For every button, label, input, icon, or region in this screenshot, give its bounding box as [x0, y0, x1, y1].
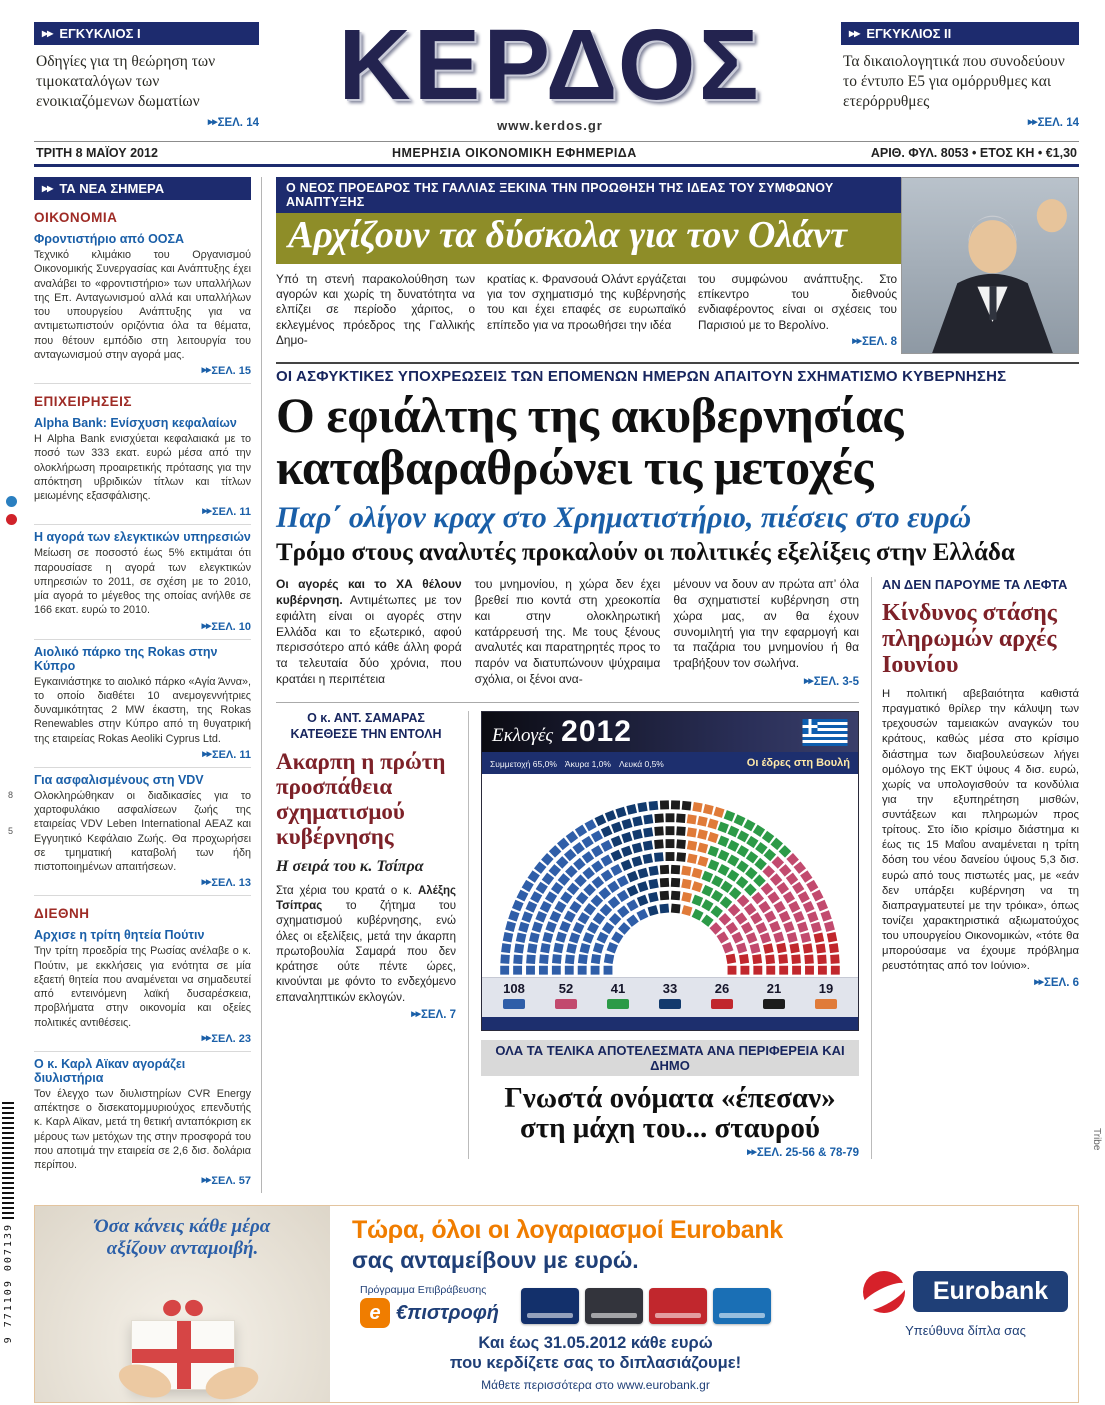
production-credit: Tribe	[1091, 1128, 1102, 1151]
page-reference: ▶▶ ΣΕΛ. 15	[34, 365, 251, 377]
section-heading-international: ΔΙΕΘΝΗ	[34, 906, 90, 922]
main-content	[276, 177, 1079, 1193]
eurobank-logo-icon	[863, 1271, 905, 1313]
circular-box-left	[34, 14, 259, 129]
samaras-story	[276, 711, 456, 1159]
party-logo-icon	[555, 999, 577, 1009]
registration-mark-icon	[6, 496, 17, 507]
payments-kicker: ΑΝ ΔΕΝ ΠΑΡΟΥΜΕ ΤΑ ΛΕΦΤΑ	[882, 577, 1068, 593]
eurobank-wordmark: Eurobank	[913, 1271, 1068, 1312]
election-subheader	[482, 752, 858, 774]
seat-count-cell: 19	[800, 981, 852, 1014]
samaras-headline: Ακαρπη η πρώτη προσπάθεια σχηματισμού κυβέρνησης	[276, 749, 446, 849]
program-label: Πρόγραμμα Επιβράβευσης	[360, 1284, 487, 1297]
sidebar-item: Για ασφαλισμένους στη VDV Ολοκληρώθηκαν οι διαδικασίες για το χαρτοφυλάκιο ασφαλίσεων ζωής της εταιρείας VDV Leben International ΑΕΑΖ και Εγγυητικό Κεφάλαιο Ζωής. Θα προχωρήσει σε τμηματική καταβολή των ήδη πιστοποιημένων απαιτήσεων. ▶▶ ΣΕΛ. 13	[34, 768, 251, 897]
page-reference: ▶▶ ΣΕΛ. 11	[34, 506, 251, 518]
eurobank-slogan: Υπεύθυνα δίπλα σας	[905, 1322, 1026, 1338]
circular-right-title: ΕΓΚΥΚΛΙΟΣ ΙΙ	[866, 26, 952, 41]
circular-left-titlebar	[34, 22, 259, 45]
issn-barcode	[2, 1099, 14, 1343]
bank-cards-icons	[521, 1288, 771, 1324]
hollande-kicker: Ο ΝΕΟΣ ΠΡΟΕΔΡΟΣ ΤΗΣ ΓΑΛΛΙΑΣ ΞΕΚΙΝΑ ΤΗΝ ΠΡΟΩΘΗΣΗ ΤΗΣ ΙΔΕΑΣ ΤΟΥ ΣΥΜΦΩΝΟΥ ΑΝΑΠΤΥΞΗΣ	[276, 177, 901, 213]
ad-bold-line-1: Και έως 31.05.2012 κάθε ευρώ	[478, 1334, 713, 1353]
greek-flag-icon	[802, 719, 848, 746]
page-reference: ▶▶ ΣΕΛ. 13	[34, 877, 251, 889]
double-arrow-icon: ▶▶	[42, 184, 53, 193]
lead-deck-secondary: Τρόμο στους αναλυτές προκαλούν οι πολιτικές εξελίξεις στην Ελλάδα	[276, 539, 1015, 567]
page-reference: ▶▶ ΣΕΛ. 14	[34, 117, 259, 129]
party-logo-icon	[659, 999, 681, 1009]
lead-kicker: ΟΙ ΑΣΦΥΚΤΙΚΕΣ ΥΠΟΧΡΕΩΣΕΙΣ ΤΩΝ ΕΠΟΜΕΝΩΝ ΗΜΕΡΩΝ ΑΠΑΙΤΟΥΝ ΣΧΗΜΑΤΙΣΜΟ ΚΥΒΕΡΝΗΣΗΣ	[276, 368, 1007, 386]
gift-photo	[35, 1206, 330, 1402]
masthead-block	[269, 9, 831, 133]
paper-tagline: ΗΜΕΡΗΣΙΑ ΟΙΚΟΝΟΜΙΚΗ ΕΦΗΜΕΡΙΔΑ	[391, 146, 637, 160]
samaras-kicker: Ο κ. ΑΝΤ. ΣΑΜΑΡΑΣ ΚΑΤΕΘΕΣΕ ΤΗΝ ΕΝΤΟΛΗ	[290, 711, 442, 741]
barcode-number: 9 771109 007139	[2, 1222, 14, 1343]
press-mark-digit: 8	[8, 790, 14, 800]
website-url: www.kerdos.gr	[497, 118, 603, 133]
epistrofi-icon	[360, 1298, 390, 1328]
page-reference: ▶▶ ΣΕΛ. 57	[34, 1175, 251, 1187]
sidebar-title: ΤΑ ΝΕΑ ΣΗΜΕΡΑ	[59, 181, 165, 196]
page-reference: ▶▶ ΣΕΛ. 23	[34, 1033, 251, 1045]
epistrofi-logo-text: €πιστροφή	[396, 1301, 499, 1324]
election-footer-strip	[482, 1017, 858, 1030]
card-icon	[585, 1288, 643, 1324]
seat-count-cell: 41	[592, 981, 644, 1014]
circular-right-titlebar	[841, 22, 1079, 45]
seat-count-cell: 21	[748, 981, 800, 1014]
circular-left-text: Οδηγίες για τη θεώρηση των τιμοκαταλόγων των ενοικιαζόμενων δωματίων	[36, 53, 216, 111]
lead-story	[276, 362, 1079, 1159]
ad-main-copy	[330, 1206, 853, 1402]
page-reference: ▶▶ ΣΕΛ. 7	[276, 1009, 456, 1021]
lead-body: Οι αγορές και το ΧΑ θέλουν κυβέρνηση. Αντιμέτωπες με τον εφιάλτη είναι οι αγορές στην Ελλάδα και το εξωτερικό, αφού περισσότερο από κάθε άλλη φορά τα τελευταία δύο χρόνια, που κρατάει η περιπέτεια του μνημονίου, η χώρα δεν έχει βρεθεί πιο κοντά στη χρεοκοπία και στην ολοκληρωτική κατάρρευσή της. Με τους ξένους αναλυτές και παρατηρητές προς το παρόν να διατυπώνουν ψύχραιμα σχόλια, οι ξένοι ανα- μένουν να δουν αν πρώτα απ’ όλα θα σχηματιστεί κυβέρνηση στη χώρα μας, αν θα έχουν συνομιλητή για την εφαρμογή και τα παζάρια του μνημονίου ή θα τραβήξουν τον σωλήνα. ▶▶ ΣΕΛ. 3-5	[276, 577, 859, 690]
sidebar-item: Alpha Bank: Ενίσχυση κεφαλαίων Η Alpha Bank ενισχύεται κεφαλαιακά με το ποσό των 333 εκατ. ευρώ μέσα από την ολοκλήρωση προαιρετικής πρότασης για την απόκτηση υβριδικών τίτλων και τίτλων μειωμένης εξασφάλισης. ▶▶ ΣΕΛ. 11	[34, 411, 251, 525]
seat-count-cell: 26	[696, 981, 748, 1014]
page-reference: ▶▶ ΣΕΛ. 14	[841, 117, 1079, 129]
seat-count-cell: 108	[488, 981, 540, 1014]
epistrofi-program	[360, 1284, 499, 1328]
eurobank-brand-block	[853, 1206, 1078, 1402]
sidebar-titlebar	[34, 177, 251, 200]
page-reference: ▶▶ ΣΕΛ. 6	[882, 977, 1079, 989]
ad-info-line: Μάθετε περισσότερα στο www.eurobank.gr	[481, 1377, 710, 1392]
lead-deck-primary: Παρ΄ ολίγον κραχ στο Χρηματιστήριο, πιέσεις στο ευρώ	[276, 501, 972, 535]
seat-count-cell: 33	[644, 981, 696, 1014]
sidebar-item: Αρχισε η τρίτη θητεία Πούτιν Την τρίτη προεδρία της Ρωσίας ανέλαβε ο κ. Πούτιν, με εκκλήσεις για ενότητα σε μία εξαετή θητεία που αναμένεται να σημαδευτεί από εντεινόμενη λαϊκή δυσαρέσκεια, προβλήματα στην οικονομία και οξείες πολιτικές αντιθέσεις. ▶▶ ΣΕΛ. 23	[34, 923, 251, 1052]
circular-box-right	[841, 14, 1079, 129]
samaras-body: Στα χέρια του κρατά ο κ. Αλέξης Τσίπρας το ζήτημα του σχηματισμού κυβέρνησης, ενώ όλες οι εξελίξεις, μετά την άκαρπη πρωτοβουλία Σαμαρά που δεν κράτησε ούτε πέντε ώρες, κινούνται με φόντο το ενδεχόμενο επαναληπτικών εκλογών.	[276, 884, 456, 1004]
ad-headline-orange: Τώρα, όλοι οι λογαριασμοί Eurobank	[352, 1216, 783, 1245]
election-title: Εκλογές	[492, 725, 554, 747]
election-header	[482, 712, 858, 752]
sidebar-item: Η αγορά των ελεγκτικών υπηρεσιών Μείωση σε ποσοστό έως 5% εκτιμάται ότι παρουσίασε η αγορά των ελεγκτικών υπηρεσιών το 2011, σε σχέση με το 2010, μία αγορά το μέγεθος της οποίας ανήλθε σε 166 εκατ. ευρώ το 2010. ▶▶ ΣΕΛ. 10	[34, 525, 251, 639]
card-icon	[713, 1288, 771, 1324]
party-logo-icon	[503, 999, 525, 1009]
party-logo-icon	[607, 999, 629, 1009]
hollande-photo	[901, 177, 1079, 354]
masthead-title: ΚΕΡΔΟΣ	[338, 9, 762, 121]
double-arrow-icon: ▶▶	[849, 29, 860, 38]
ad-photo-caption: Όσα κάνεις κάθε μέρα αξίζουν ανταμοιβή.	[94, 1216, 271, 1260]
circular-right-text: Τα δικαιολογητικά που συνοδεύουν το έντυπο Ε5 για ομόρρυθμες και ετερόρρυθμες	[843, 53, 1065, 111]
party-logo-icon	[763, 999, 785, 1009]
results-kicker: ΟΛΑ ΤΑ ΤΕΛΙΚΑ ΑΠΟΤΕΛΕΣΜΑΤΑ ΑΝΑ ΠΕΡΙΦΕΡΕΙΑ ΚΑΙ ΔΗΜΟ	[481, 1040, 859, 1076]
card-icon	[649, 1288, 707, 1324]
dateline	[34, 141, 1079, 167]
news-sidebar	[34, 177, 262, 1193]
party-logo-icon	[711, 999, 733, 1009]
eurobank-ad	[34, 1205, 1079, 1403]
ad-bold-line-2: που κερδίζετε σας το διπλασιάζουμε!	[449, 1354, 742, 1373]
election-year: 2012	[561, 715, 632, 749]
election-stats: Συμμετοχή 65,0% Άκυρα 1,0% Λευκά 0,5%	[490, 759, 664, 770]
issue-number: ΑΡΙΘ. ΦΥΛ. 8053 • ΕΤΟΣ ΚΗ • €1,30	[870, 146, 1077, 160]
hollande-photo-illustration	[902, 178, 1078, 353]
hollande-story	[276, 177, 1079, 354]
header	[34, 9, 1079, 133]
card-icon	[521, 1288, 579, 1324]
payments-headline: Κίνδυνος στάσης πληρωμών αρχές Ιουνίου	[882, 600, 1057, 679]
parliament-arc-area	[482, 774, 858, 976]
page-reference: ▶▶ ΣΕΛ. 11	[34, 749, 251, 761]
hollande-headline: Αρχίζουν τα δύσκολα για τον Ολάντ	[288, 214, 847, 256]
election-infographic	[481, 711, 859, 1030]
seat-totals-row	[482, 977, 858, 1017]
barcode-icon	[2, 1099, 14, 1219]
gift-bow-illustration	[163, 1300, 203, 1316]
ad-headline-blue: σας ανταμείβουν με ευρώ.	[352, 1247, 639, 1274]
issue-date: ΤΡΙΤΗ 8 ΜΑΪΟΥ 2012	[36, 146, 158, 160]
page-reference: ▶▶ ΣΕΛ. 25-56 & 78-79	[481, 1147, 859, 1159]
double-arrow-icon: ▶▶	[42, 29, 53, 38]
parliament-chart	[484, 778, 856, 976]
section-heading-business: ΕΠΙΧΕΙΡΗΣΕΙΣ	[34, 394, 132, 409]
results-headline: Γνωστά ονόματα «έπεσαν» στη μάχη του... σταυρού	[504, 1081, 836, 1145]
sidebar-item: Ο κ. Καρλ Αϊκαν αγοράζει διυλιστήρια Τον έλεγχο των διυλιστηρίων CVR Energy απέκτησε ο δισεκατομμυριούχος επενδυτής κ. Καρλ Αϊκαν, μετά τη θετική ανταπόκριση εκ μέρους των μετόχων της στην προσφορά του που αποτιμά την εταιρεία σε 2,6 δισ. δολάρια περίπου. ▶▶ ΣΕΛ. 57	[34, 1052, 251, 1194]
payments-body: Η πολιτική αβεβαιότητα καθιστά πραγματικό θρίλερ την κάλυψη των τρεχουσών ταμειακών αναγκών του κράτους, καθώς μέσα στο κρίσιμο διάστημα των διαβουλεύσεων λήγει ομόλογο της ΕΚΤ ύψους 4 δισ. ευρώ, χωρίς να υπολογισθούν τα κονδύλια για την εξυπηρέτηση μισθών, συντάξεων και πληρωμών προς τρίτους. Στο ίδιο κρίσιμο διάστημα κι έως τις 15 Μαΐου αναμένεται η τρίτη δόση του νέου δανείου ύψους 5,3 δισ. ευρώ από τους πιστωτές μας, με «εάν δεν υπάρξει κυβέρνηση να τη διαπραγματευτεί με την τρόικα», όπως τονίζει χαρακτηριστικά αξιωματούχος του υπουργείου Οικονομικών, «τότε θα μπορούσαμε να έχουμε πρόβλημα ρευστότητας από τον Ιούνιο».	[882, 688, 1079, 973]
page-reference: ▶▶ ΣΕΛ. 10	[34, 621, 251, 633]
election-subtitle: Οι έδρες στη Βουλή	[746, 757, 850, 770]
election-column	[468, 711, 859, 1159]
hollande-body: Υπό τη στενή παρακολούθηση των αγορών και χωρίς τη δυνατότητα να ελπίζει σε περίοδο χάριτος, ο εκλεγμένος πρόεδρος της Γαλλικής Δημο- κρατίας κ. Φρανσουά Ολάντ εργάζεται για τον σχηματισμό της κυβέρνησής του και έχει επαφές σε ευρωπαϊκό επίπεδο για να προωθήσει την ιδέα του συμφώνου ανάπτυξης. Στο επίκεντρο του διεθνούς ενδιαφέροντος είναι οι σχέσεις του Παρισιού με το Βερολίνο. ▶▶ ΣΕΛ. 8	[276, 264, 901, 354]
circular-left-title: ΕΓΚΥΚΛΙΟΣ Ι	[59, 26, 141, 41]
seat-count-cell: 52	[540, 981, 592, 1014]
payments-story	[871, 577, 1079, 1159]
press-mark-digit: 5	[8, 826, 14, 836]
sidebar-item: Αιολικό πάρκο της Rokas στην Κύπρο Εγκαινιάστηκε το αιολικό πάρκο «Αγία Άννα», το οποίο διαθέτει 10 ανεμογεννήτριες δυναμικότητας 2 MW έκαστη, της Rokas Renewables στην Κύπρο από τη θυγατρική της εταιρείας Rokas Aeoliki Cyprus Ltd. ▶▶ ΣΕΛ. 11	[34, 640, 251, 768]
lead-headline: Ο εφιάλτης της ακυβερνησίας καταβαραθρώνει τις μετοχές	[276, 387, 904, 496]
page-reference: ▶▶ ΣΕΛ. 8	[698, 335, 897, 350]
section-heading-economy: ΟΙΚΟΝΟΜΙΑ	[34, 210, 118, 225]
sidebar-item: Φροντιστήριο από ΟΟΣΑ Τεχνικό κλιμάκιο του Οργανισμού Οικονομικής Συνεργασίας και Ανάπτυξης έχει αναλάβει το «φροντιστήριο» των υπαλλήλων της Επ. Ανταγωνισμού αλλά και υπαλλήλων του υπουργείου Ανάπτυξης για να αντιμετωπιστούν οριζόντια όλα τα θέματα, που θέτουν εμπόδιο στη λειτουργία του ανταγωνισμού στην αγορά μας. ▶▶ ΣΕΛ. 15	[34, 227, 251, 384]
hollande-banner	[276, 213, 901, 264]
registration-mark-icon	[6, 514, 17, 525]
party-logo-icon	[815, 999, 837, 1009]
samaras-deck: Η σειρά του κ. Τσίπρα	[276, 857, 424, 875]
eurobank-logo	[863, 1271, 1068, 1313]
page-reference: ▶▶ ΣΕΛ. 3-5	[673, 675, 859, 690]
